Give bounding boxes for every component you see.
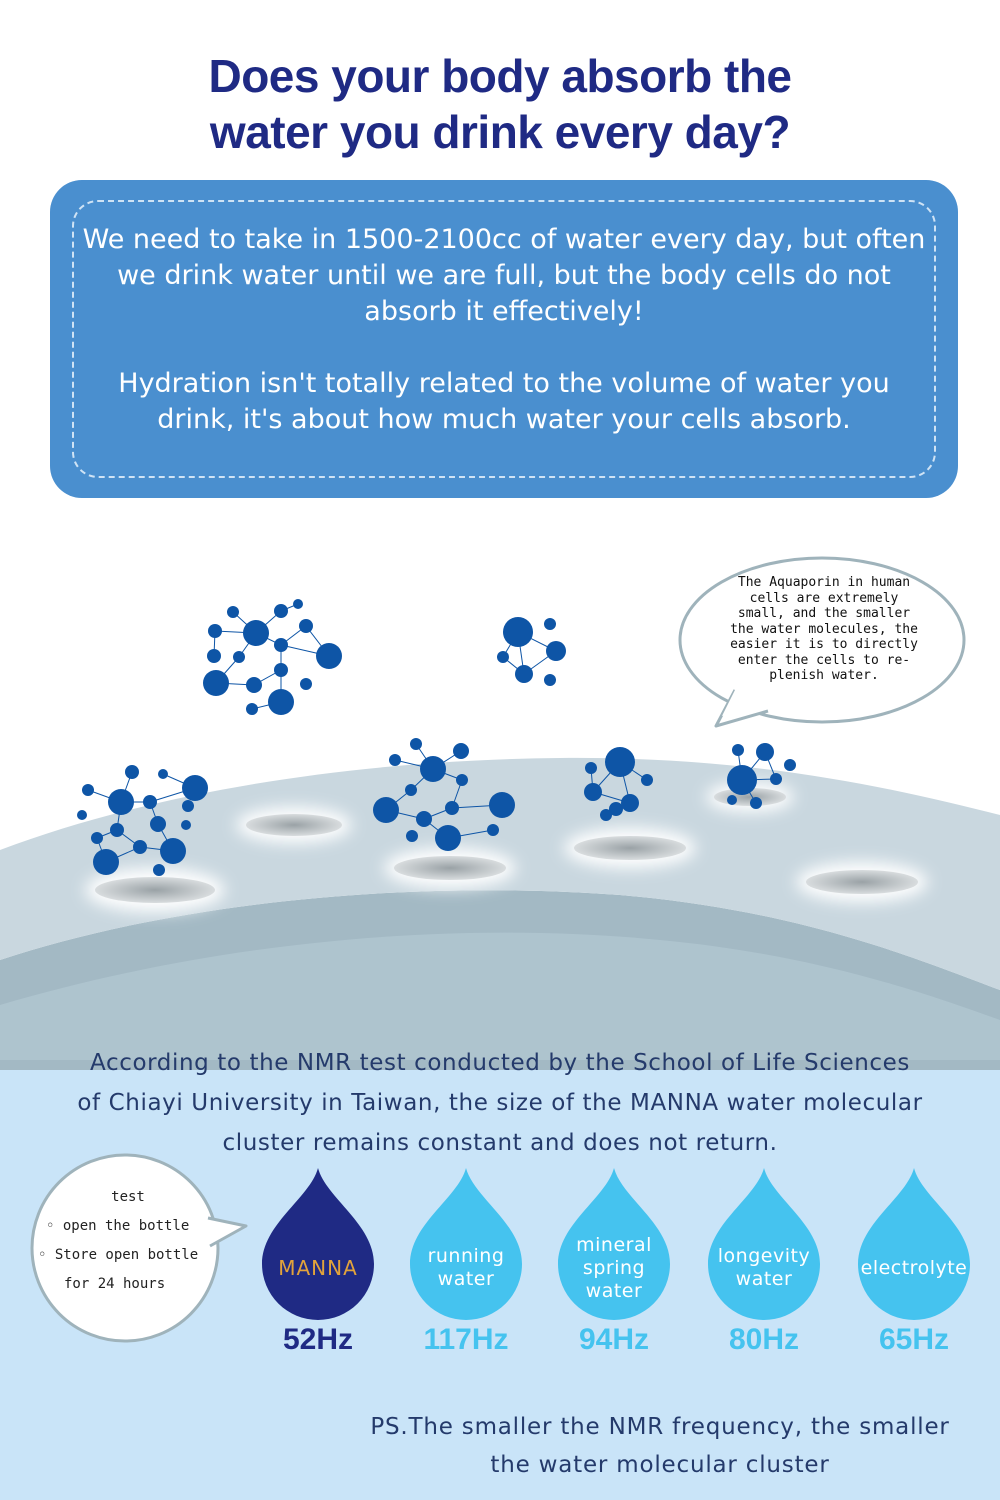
molecule-atom: [405, 784, 417, 796]
aquaporin-note-line: The Aquaporin in human: [737, 575, 911, 590]
molecule-atom: [784, 759, 796, 771]
molecule-cluster: [497, 617, 566, 686]
molecule-atom: [750, 797, 762, 809]
molecule-atom: [584, 783, 602, 801]
molecule-atom: [246, 677, 262, 693]
aquaporin-note-line: enter the cells to re-: [737, 652, 911, 668]
nmr-line-1: According to the NMR test conducted by the School of Life Sciences: [90, 1050, 910, 1076]
molecule-atom: [158, 769, 168, 779]
molecule-atom: [373, 797, 399, 823]
molecule-atom: [274, 663, 288, 677]
molecule-atom: [389, 754, 401, 766]
page-title: [0, 48, 1000, 160]
aquaporin-note-line: cells are extremely: [749, 590, 899, 606]
aquaporin-note: [705, 575, 943, 684]
molecule-atom: [515, 665, 533, 683]
molecule-atom: [299, 619, 313, 633]
molecule-atom: [91, 832, 103, 844]
drop-label: [850, 1257, 978, 1280]
frequency-value: 94Hz: [578, 1323, 650, 1356]
drop-label-line: water: [585, 1279, 643, 1302]
molecule-atom: [544, 674, 556, 686]
molecule-atom: [416, 811, 432, 827]
drop-label: [550, 1234, 678, 1303]
drop-label-line: running: [427, 1245, 505, 1267]
molecule-atom: [293, 599, 303, 609]
molecule-atom: [605, 747, 635, 777]
test-note-title: test: [111, 1189, 145, 1205]
molecule-atom: [600, 809, 612, 821]
test-note-item-1: ◦ open the bottle: [46, 1218, 190, 1234]
molecule-atom: [207, 649, 221, 663]
drop-label-line: water: [437, 1268, 495, 1290]
molecule-atom: [585, 762, 597, 774]
aquaporin-note-line: plenish water.: [769, 668, 879, 683]
nmr-line-2: of Chiayi University in Taiwan, the size of the MANNA water molecular: [77, 1090, 923, 1116]
molecule-atom: [125, 765, 139, 779]
molecule-atom: [182, 775, 208, 801]
drop-label-line: water: [735, 1268, 793, 1290]
frequency-value: 52Hz: [282, 1323, 354, 1356]
nmr-statement: [20, 1043, 980, 1163]
molecule-atom: [300, 678, 312, 690]
molecule-atom: [770, 773, 782, 785]
molecule-atom: [503, 617, 533, 647]
molecule-atom: [246, 703, 258, 715]
molecule-atom: [453, 743, 469, 759]
molecule-atom: [641, 774, 653, 786]
molecule-atom: [268, 689, 294, 715]
molecule-atom: [160, 838, 186, 864]
molecule-atom: [108, 789, 134, 815]
frequency-value: 80Hz: [728, 1323, 800, 1356]
aquaporin-note-line: easier it is to directly: [730, 637, 918, 652]
molecule-atom: [546, 641, 566, 661]
molecule-atom: [727, 765, 757, 795]
molecule-atom: [621, 794, 639, 812]
molecule-atom: [133, 840, 147, 854]
drop-label-line: MANNA: [278, 1255, 358, 1280]
drop-label: [402, 1245, 530, 1291]
molecule-atom: [420, 756, 446, 782]
nmr-line-3: cluster remains constant and does not return.: [222, 1130, 778, 1156]
molecule-atom: [274, 638, 288, 652]
info-paragraph-2: Hydration isn't totally related to the volume of water you drink, it's about how much water your cells absorb.: [118, 368, 890, 435]
test-note-item-3: for 24 hours: [64, 1276, 166, 1292]
molecule-atom: [203, 670, 229, 696]
frequency-value: 65Hz: [878, 1323, 950, 1356]
info-paragraph-1: We need to take in 1500-2100cc of water every day, but often we drink water until we are full, but the body cells do not absorb it effectively!: [82, 224, 926, 327]
molecule-atom: [233, 651, 245, 663]
molecule-atom: [77, 810, 87, 820]
molecule-atom: [756, 743, 774, 761]
molecule-atom: [182, 800, 194, 812]
drop-label-line: mineral: [576, 1233, 652, 1256]
molecule-atom: [489, 792, 515, 818]
drop-label-line: longevity: [717, 1245, 811, 1267]
molecule-atom: [456, 774, 468, 786]
molecule-atom: [227, 606, 239, 618]
molecule-atom: [316, 643, 342, 669]
molecule-atom: [544, 618, 556, 630]
molecule-atom: [82, 784, 94, 796]
molecule-atom: [153, 864, 165, 876]
molecule-atom: [274, 604, 288, 618]
molecule-atom: [445, 801, 459, 815]
molecule-atom: [181, 820, 191, 830]
molecule-atom: [487, 824, 499, 836]
molecule-atom: [208, 624, 222, 638]
molecule-atom: [110, 823, 124, 837]
info-box: [50, 180, 958, 498]
molecule-atom: [150, 816, 166, 832]
drop-label-line: spring: [582, 1256, 646, 1279]
molecule-atom: [143, 795, 157, 809]
drop-label: [700, 1245, 828, 1291]
molecule-atom: [435, 825, 461, 851]
molecule-atom: [410, 738, 422, 750]
aquaporin-note-line: the water molecules, the: [730, 621, 918, 637]
aquaporin-note-line: small, and the smaller: [737, 606, 911, 621]
ps-line-2: the water molecular cluster: [490, 1452, 830, 1478]
molecule-atom: [406, 830, 418, 842]
test-note: [38, 1183, 218, 1299]
test-note-item-2: ◦ Store open bottle: [38, 1247, 199, 1263]
ps-note: [330, 1408, 990, 1484]
ps-line-1: PS.The smaller the NMR frequency, the smaller: [370, 1414, 950, 1440]
molecule-atom: [732, 744, 744, 756]
molecule-atom: [243, 620, 269, 646]
title-line-2: water you drink every day?: [209, 106, 791, 158]
molecule-atom: [497, 651, 509, 663]
drop-label: [254, 1257, 382, 1280]
drop-label-line: electrolyte: [860, 1256, 968, 1279]
molecule-atom: [727, 795, 737, 805]
info-box-text: [80, 222, 928, 438]
molecule-cluster: [203, 599, 342, 715]
frequency-value: 117Hz: [423, 1323, 509, 1356]
molecule-atom: [93, 849, 119, 875]
title-line-1: Does your body absorb the: [208, 50, 792, 102]
